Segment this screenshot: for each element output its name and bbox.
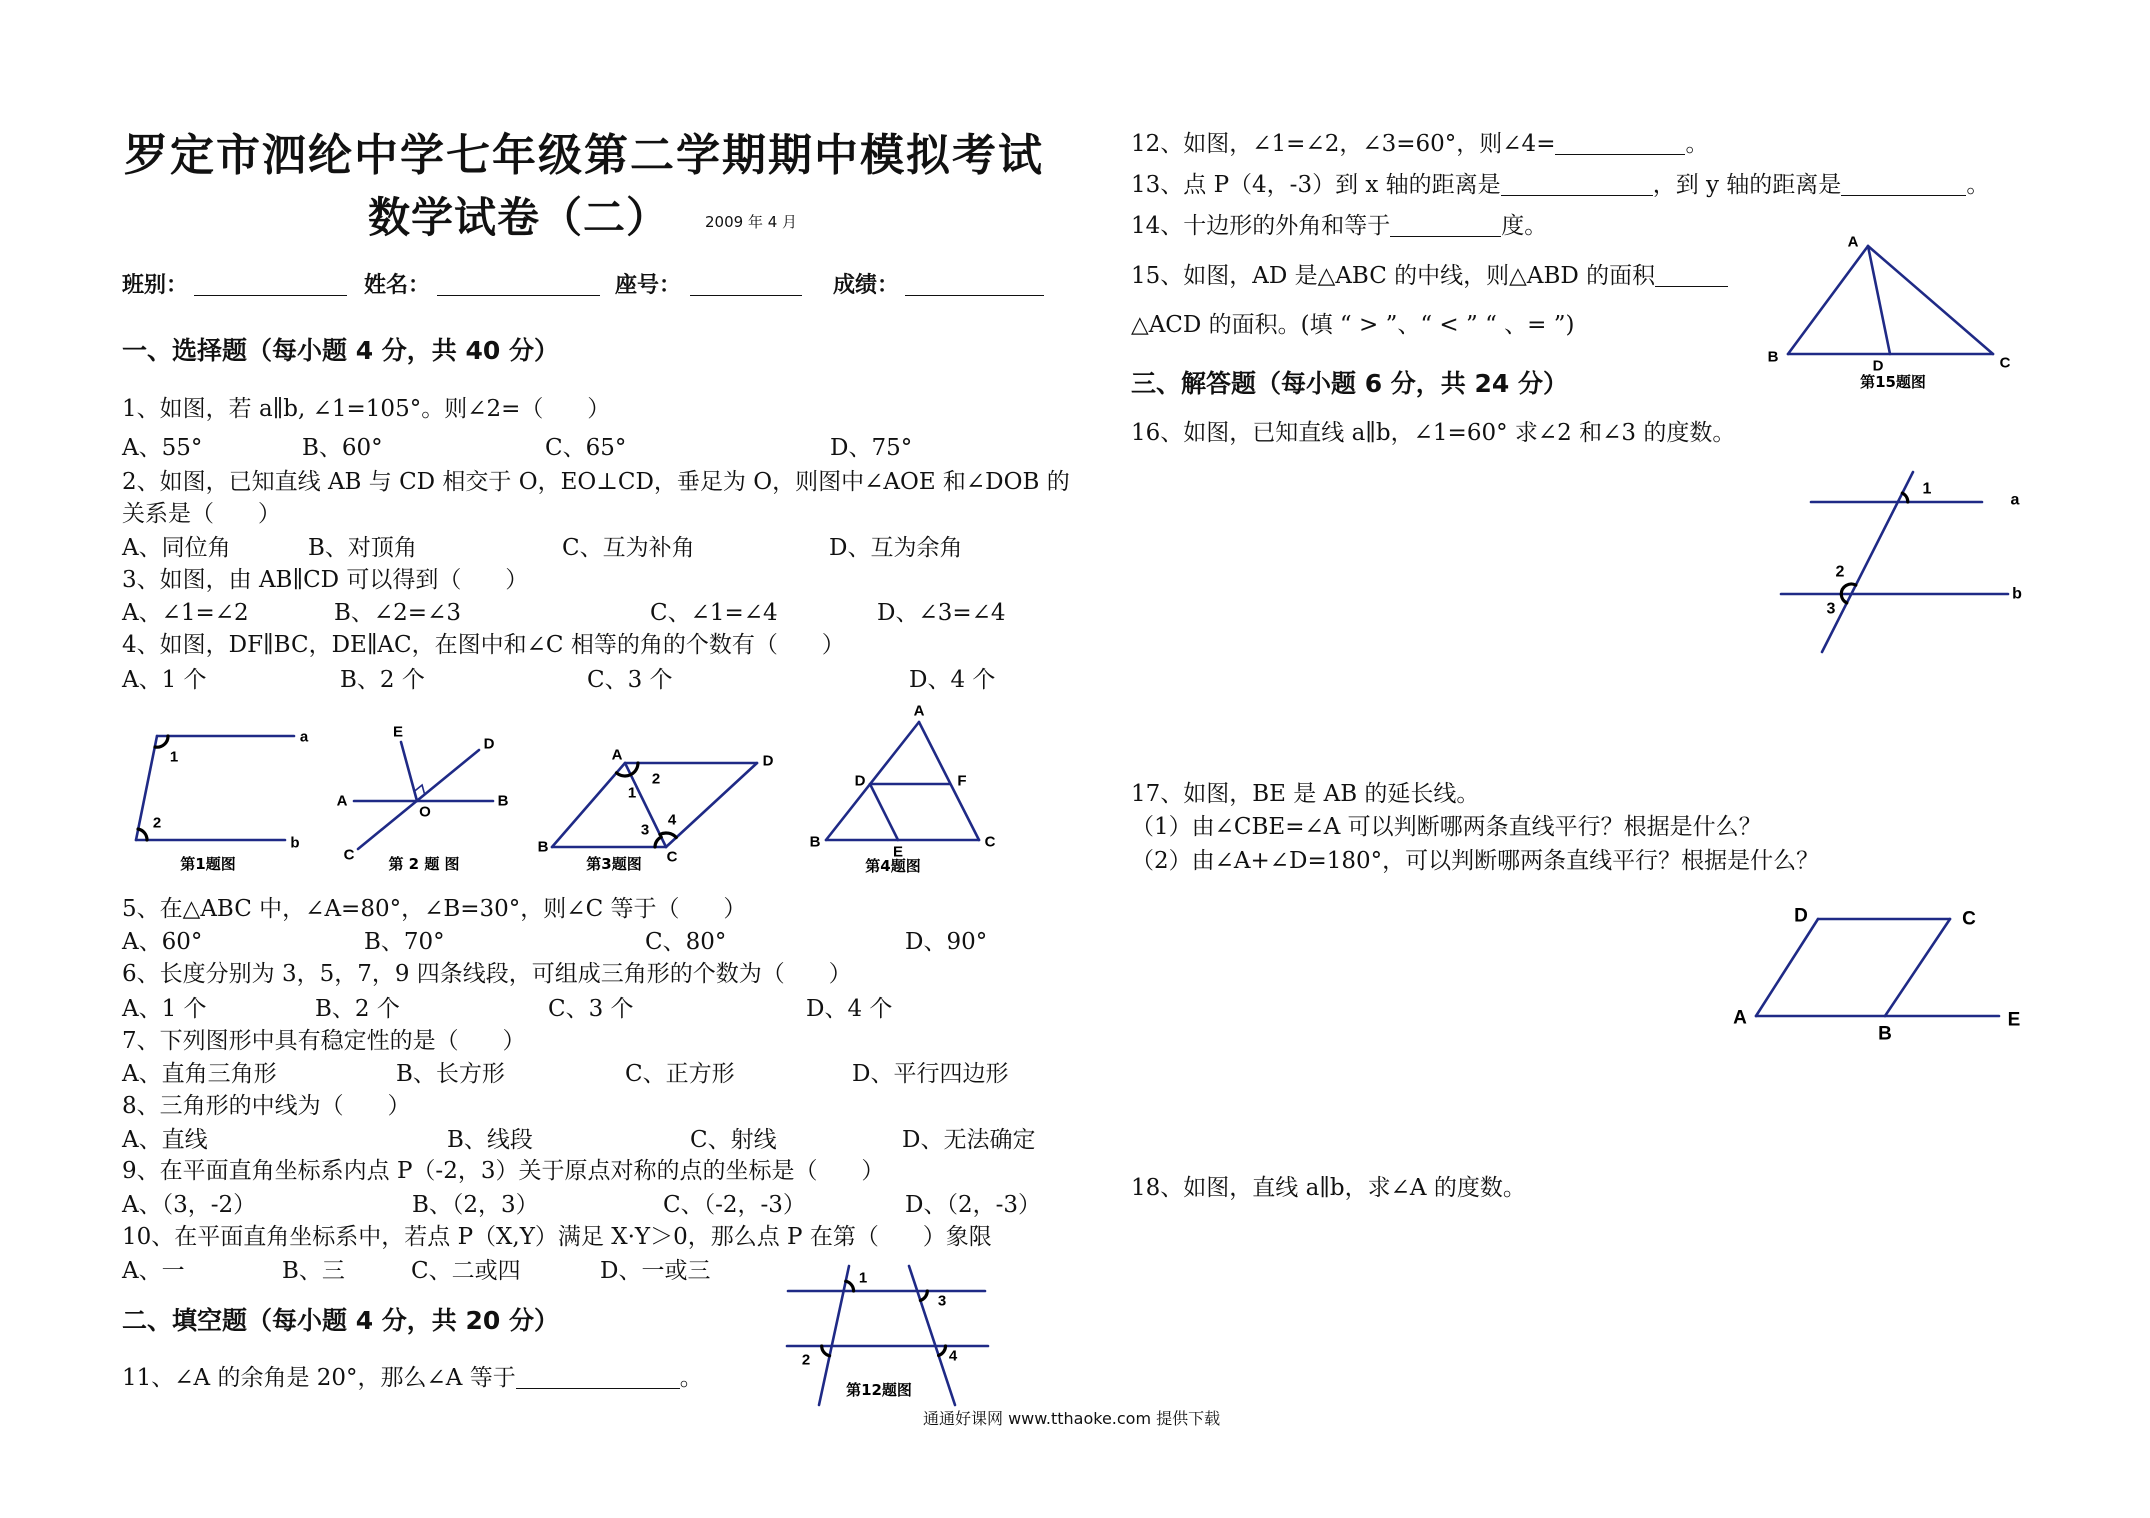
- q12-answer-blank: [1555, 134, 1685, 155]
- fig17-line-ad: [1756, 919, 1818, 1016]
- fig12-right-transversal: [909, 1266, 955, 1405]
- figure-16: [1781, 472, 2022, 652]
- exam-title: 罗定市泗纶中学七年级第二学期期中模拟考试: [124, 130, 1044, 181]
- fig1-label-2: 2: [152, 814, 162, 832]
- fig17-label-d: D: [1794, 905, 1808, 927]
- fig17-label-c: C: [1962, 908, 1976, 930]
- q1-option-c: C、65°: [545, 435, 627, 461]
- fig12-angle3-arc: [920, 1291, 927, 1301]
- fig1-caption: 第1题图: [180, 855, 236, 873]
- q2-option-b: B、对顶角: [308, 535, 417, 561]
- name-blank: [437, 295, 600, 296]
- q13-text: 13、点 P（4，-3）到 x 轴的距离是: [1131, 172, 1501, 198]
- fig16-label-3: 3: [1826, 600, 1836, 618]
- q1-option-b: B、60°: [302, 435, 383, 461]
- fig2-right-angle-mark: [414, 785, 424, 795]
- figure-3: [538, 747, 774, 874]
- fig16-angle3-arc: [1841, 594, 1847, 603]
- fig15-label-d: D: [1872, 357, 1884, 375]
- q8-option-b: B、线段: [447, 1127, 533, 1153]
- fig4-label-f: F: [957, 772, 967, 790]
- fig2-label-d: D: [483, 735, 495, 753]
- q3-stem: 3、如图，由 AB∥CD 可以得到（ ）: [122, 567, 529, 593]
- fig17-label-a: A: [1733, 1007, 1747, 1029]
- fig3-label-4: 4: [667, 811, 677, 829]
- q2-option-c: C、互为补角: [562, 535, 695, 561]
- q3-option-b: B、∠2=∠3: [334, 600, 461, 626]
- q13-answer-blank-2: [1841, 175, 1966, 196]
- fig12-label-4: 4: [948, 1347, 958, 1365]
- section1-heading: 一、选择题（每小题 4 分，共 40 分）: [122, 336, 560, 365]
- fig15-label-c: C: [1999, 354, 2011, 372]
- section2-heading: 二、填空题（每小题 4 分，共 20 分）: [122, 1306, 560, 1335]
- fig3-angle4-arc: [660, 833, 676, 838]
- fig17-label-e: E: [2007, 1009, 2021, 1031]
- fig16-label-b: b: [2012, 585, 2022, 603]
- q2-stem-line2: 关系是（ ）: [122, 501, 281, 527]
- fig12-angle4-arc: [939, 1346, 946, 1356]
- q11-answer-blank: [516, 1368, 680, 1389]
- q14-end: 度。: [1501, 213, 1548, 239]
- fig15-line-ac: [1868, 246, 1993, 354]
- q12-end: 。: [1685, 131, 1709, 157]
- q17-stem: 17、如图，BE 是 AB 的延长线。: [1131, 781, 1480, 807]
- fig2-label-c: C: [343, 846, 355, 864]
- q5-option-b: B、70°: [364, 929, 445, 955]
- q13-mid: ，到 y 轴的距离是: [1652, 172, 1842, 198]
- fig3-diagonal-ac: [625, 763, 666, 847]
- fig4-label-a: A: [913, 702, 925, 720]
- q1-option-a: A、55°: [122, 435, 203, 461]
- figure-2: [337, 724, 509, 874]
- fig15-caption: 第15题图: [1860, 373, 1926, 391]
- fig3-label-2: 2: [651, 770, 661, 788]
- q7-option-c: C、正方形: [625, 1061, 735, 1087]
- fig16-label-a: a: [2010, 491, 2020, 509]
- fig2-label-b: B: [497, 792, 509, 810]
- exam-subtitle: 数学试卷（二）: [368, 193, 670, 242]
- fig3-line-dc: [666, 763, 757, 847]
- fig3-line-ab: [552, 763, 625, 847]
- q4-option-b: B、2 个: [340, 667, 425, 693]
- q4-option-c: C、3 个: [587, 667, 673, 693]
- fig2-label-a: A: [336, 792, 348, 810]
- q8-option-a: A、直线: [122, 1127, 208, 1153]
- fig4-label-d: D: [854, 772, 866, 790]
- fig16-angle2-arc: [1841, 584, 1856, 594]
- fig3-label-d: D: [762, 752, 774, 770]
- q2-option-a: A、同位角: [122, 535, 231, 561]
- fig16-label-2: 2: [1835, 563, 1845, 581]
- fig16-label-1: 1: [1922, 480, 1932, 498]
- q10-option-a: A、一: [122, 1258, 185, 1284]
- fig4-label-c: C: [984, 833, 996, 851]
- q11-text: 11、∠A 的余角是 20°，那么∠A 等于: [122, 1365, 516, 1391]
- q1-option-d: D、75°: [830, 435, 913, 461]
- q10-option-b: B、三: [282, 1258, 345, 1284]
- q18-stem: 18、如图，直线 a∥b，求∠A 的度数。: [1131, 1175, 1526, 1201]
- q6-stem: 6、长度分别为 3，5，7，9 四条线段，可组成三角形的个数为（ ）: [122, 961, 852, 987]
- fig17-line-bc: [1885, 919, 1950, 1016]
- score-blank: [905, 295, 1044, 296]
- name-label: 姓名：: [364, 272, 431, 298]
- q5-option-c: C、80°: [645, 929, 727, 955]
- seat-label: 座号：: [615, 272, 682, 298]
- fig15-label-a: A: [1847, 233, 1859, 251]
- q8-option-d: D、无法确定: [902, 1127, 1036, 1153]
- fig2-line-cd: [358, 750, 479, 849]
- fig12-label-1: 1: [858, 1269, 868, 1287]
- q6-option-c: C、3 个: [548, 996, 634, 1022]
- fig3-label-c: C: [666, 848, 678, 866]
- fig3-label-1: 1: [627, 784, 637, 802]
- q2-stem: 2、如图，已知直线 AB 与 CD 相交于 O，EO⊥CD，垂足为 O，则图中∠AOE 和∠DOB 的: [122, 469, 1070, 495]
- fig2-label-e: E: [392, 723, 404, 741]
- fig12-label-2: 2: [801, 1351, 811, 1369]
- q6-option-d: D、4 个: [806, 996, 893, 1022]
- q6-option-a: A、1 个: [122, 996, 207, 1022]
- fig17-label-b: B: [1878, 1023, 1892, 1045]
- fig12-angle2-arc: [822, 1346, 830, 1356]
- figure-4: [810, 703, 996, 876]
- q5-stem: 5、在△ABC 中，∠A=80°，∠B=30°，则∠C 等于（ ）: [122, 896, 747, 922]
- q15-line2: △ACD 的面积。(填 “ > ”、“ < ” “ 、= ”): [1131, 312, 1575, 338]
- fig4-label-e: E: [892, 843, 904, 861]
- figure-15: [1768, 234, 2011, 392]
- fig1-label-b: b: [290, 834, 300, 852]
- fig3-label-a: A: [611, 746, 623, 764]
- q13: [1131, 173, 1989, 197]
- q3-option-a: A、∠1=∠2: [122, 600, 249, 626]
- fig2-caption: 第 2 题 图: [388, 855, 460, 873]
- q9-option-d: D、（2，-3）: [905, 1192, 1041, 1218]
- fig12-label-3: 3: [937, 1292, 947, 1310]
- fig12-left-transversal: [819, 1266, 849, 1405]
- q14: [1131, 214, 1547, 238]
- q8-stem: 8、三角形的中线为（ ）: [122, 1093, 411, 1119]
- q8-option-c: C、射线: [690, 1127, 777, 1153]
- fig4-caption: 第4题图: [865, 857, 921, 875]
- fig2-line-eo: [401, 742, 417, 801]
- figure-12: [787, 1266, 988, 1405]
- q4-stem: 4、如图，DF∥BC，DE∥AC，在图中和∠C 相等的角的个数有（ ）: [122, 632, 845, 658]
- score-label: 成绩：: [833, 272, 900, 298]
- fig12-caption: 第12题图: [846, 1381, 912, 1399]
- q4-option-a: A、1 个: [122, 667, 207, 693]
- q14-answer-blank: [1390, 216, 1501, 237]
- q13-answer-blank-1: [1501, 175, 1653, 196]
- fig3-label-b: B: [537, 838, 549, 856]
- q3-option-c: C、∠1=∠4: [650, 600, 778, 626]
- fig4-line-ab: [826, 722, 919, 840]
- fig4-line-de: [870, 784, 898, 840]
- fig15-median-ad: [1868, 246, 1890, 354]
- fig3-angle-a-arc: [617, 763, 639, 776]
- q17-part1: （1）由∠CBE=∠A 可以判断哪两条直线平行？根据是什么？: [1131, 814, 1762, 840]
- q10-stem: 10、在平面直角坐标系中，若点 P（X,Y）满足 X·Y＞0，那么点 P 在第（ ）象限: [122, 1224, 992, 1250]
- q11: [122, 1366, 703, 1390]
- fig1-angle1-arc: [155, 736, 168, 747]
- q1-stem: 1、如图，若 a∥b, ∠1=105°。则∠2=（ ）: [122, 396, 611, 422]
- section3-heading: 三、解答题（每小题 6 分，共 24 分）: [1131, 369, 1569, 398]
- q15-text: 15、如图，AD 是△ABC 的中线，则△ABD 的面积: [1131, 263, 1656, 289]
- exam-date: 2009 年 4 月: [705, 213, 798, 231]
- q9-option-a: A、（3，-2）: [122, 1192, 257, 1218]
- fig3-label-3: 3: [640, 821, 650, 839]
- q5-option-d: D、90°: [905, 929, 988, 955]
- seat-blank: [690, 295, 802, 296]
- q7-option-b: B、长方形: [396, 1061, 505, 1087]
- fig1-label-1: 1: [169, 748, 179, 766]
- q9-option-b: B、（2，3）: [412, 1192, 539, 1218]
- fig4-line-ac: [919, 722, 979, 840]
- q17-part2: （2）由∠A+∠D=180°，可以判断哪两条直线平行？根据是什么？: [1131, 848, 1820, 874]
- fig15-line-ab: [1788, 246, 1868, 354]
- figure-17: [1733, 906, 2020, 1045]
- fig1-transversal: [136, 736, 157, 840]
- class-label: 班别：: [122, 272, 189, 298]
- q14-text: 14、十边形的外角和等于: [1131, 213, 1391, 239]
- q5-option-a: A、60°: [122, 929, 203, 955]
- fig12-angle1-arc: [846, 1281, 854, 1291]
- q3-option-d: D、∠3=∠4: [877, 600, 1006, 626]
- figure-1: [136, 729, 309, 874]
- q15: [1131, 264, 1728, 288]
- q12-text: 12、如图，∠1=∠2，∠3=60°，则∠4=: [1131, 131, 1556, 157]
- q7-option-d: D、平行四边形: [852, 1061, 1009, 1087]
- q7-option-a: A、直角三角形: [122, 1061, 277, 1087]
- fig3-caption: 第3题图: [586, 855, 642, 873]
- q9-stem: 9、在平面直角坐标系内点 P（-2，3）关于原点对称的点的坐标是（ ）: [122, 1158, 885, 1184]
- fig16-angle1-arc: [1902, 493, 1908, 502]
- q7-stem: 7、下列图形中具有稳定性的是（ ）: [122, 1028, 526, 1054]
- q6-option-b: B、2 个: [315, 996, 400, 1022]
- fig15-label-b: B: [1767, 348, 1779, 366]
- q12: [1131, 132, 1708, 156]
- fig16-transversal: [1822, 472, 1913, 652]
- fig2-label-o: O: [419, 803, 431, 821]
- fig1-angle2-arc: [138, 829, 147, 840]
- fig4-label-b: B: [809, 833, 821, 851]
- footer-source: 通通好课网 www.tthaoke.com 提供下载: [923, 1409, 1221, 1428]
- fig1-label-a: a: [299, 728, 309, 746]
- q11-end: 。: [679, 1365, 703, 1391]
- q10-option-d: D、一或三: [600, 1258, 711, 1284]
- q2-option-d: D、互为余角: [829, 535, 963, 561]
- q15-answer-blank: [1655, 266, 1728, 287]
- q9-option-c: C、（-2，-3）: [663, 1192, 806, 1218]
- q16-stem: 16、如图，已知直线 a∥b，∠1=60° 求∠2 和∠3 的度数。: [1131, 420, 1736, 446]
- fig3-angle3-arc: [655, 837, 661, 847]
- q4-option-d: D、4 个: [909, 667, 996, 693]
- q10-option-c: C、二或四: [411, 1258, 521, 1284]
- class-blank: [194, 295, 347, 296]
- q13-end: 。: [1966, 172, 1990, 198]
